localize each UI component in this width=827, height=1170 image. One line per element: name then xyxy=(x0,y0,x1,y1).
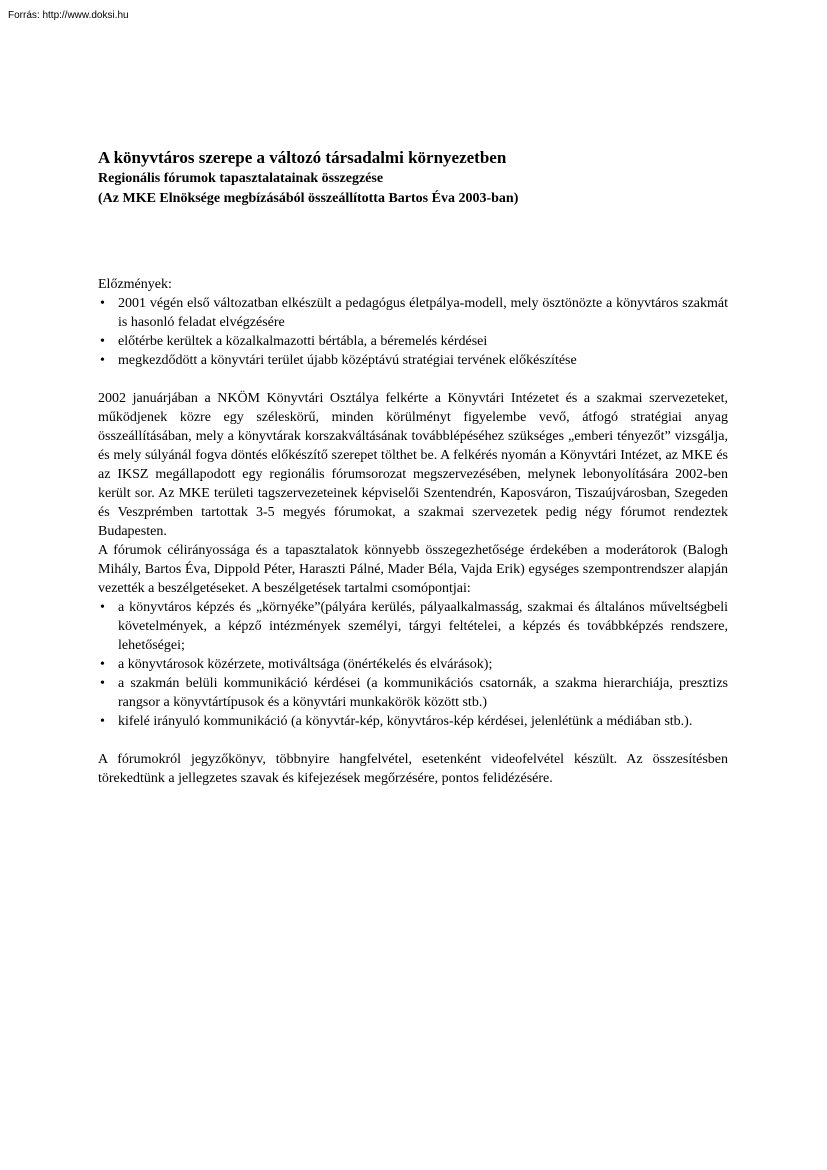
source-url: Forrás: http://www.doksi.hu xyxy=(8,10,129,21)
document-author-note: (Az MKE Elnöksége megbízásából összeállította Bartos Éva 2003-ban) xyxy=(98,191,519,206)
topics-list xyxy=(98,598,728,731)
list-item: • a szakmán belüli kommunikáció kérdései (a kommunikációs csatornák, a szakma hierarchiája, presztizs rangsor a könyvtártípusok és a könyvtári munkakörök között stb.) xyxy=(100,676,728,710)
paragraph-moderators: A fórumok célirányossága és a tapasztalatok könnyebb összegezhetősége érdekében a moderátorok (Balogh Mihály, Bartos Éva, Dippold Péter, Haraszti Pálné, Mader Béla, Vajda Erik) egységes szempontrendszer alapján vezették a beszélgetéseket. A beszélgetések tartalmi csomópontjai: xyxy=(98,543,728,596)
antecedents-heading: Előzmények: xyxy=(98,277,172,292)
list-item: • a könyvtáros képzés és „környéke”(pályára kerülés, pályaalkalmasság, szakmai és általános műveltségbeli követelmények, a képző intézmények személyi, tárgyi feltételei, a képzés és továbbképzés rendszere, lehetőségei; xyxy=(100,600,728,653)
bullet-icon: • xyxy=(100,600,105,615)
bullet-icon: • xyxy=(100,676,105,691)
paragraph-forum-request: 2002 januárjában a NKÖM Könyvtári Osztálya felkérte a Könyvtári Intézetet és a szakmai szervezeteket, működjenek közre egy széleskörű, minden körülményt figyelembe vevő, átfogó stratégiai anyag összeállításában, mely a könyvtárak korszakváltásának továbblépéséhez szükséges „emberi tényezőt” vizsgálja, és mely súlyánál fogva döntés előkészítő szerepet tölthet be. A felkérés nyomán a Könyvtári Intézet, az MKE és az IKSZ megállapodott egy regionális fórumsorozat megszervezésében, melynek lebonyolítására 2002-ben került sor. Az MKE területi tagszervezeteinek képviselői Szentendrén, Kaposváron, Tiszaújvárosban, Szegeden és Veszprémben tartottak 3-5 megyés fórumokat, a szakmai szervezetek pedig négy fórumot rendeztek Budapesten. xyxy=(98,391,728,539)
bullet-icon: • xyxy=(100,657,105,672)
paragraph-records: A fórumokról jegyzőkönyv, többnyire hangfelvétel, esetenként videofelvétel készült. Az összesítésben törekedtünk a jellegzetes szavak és kifejezések megőrzésére, pontos felidézésére. xyxy=(98,752,728,786)
bullet-icon: • xyxy=(100,353,105,368)
list-item: • 2001 végén első változatban elkészült a pedagógus életpálya-modell, mely ösztönözte a könyvtáros szakmát is hasonló feladat elvégzésére xyxy=(100,296,728,330)
antecedents-list xyxy=(98,294,728,370)
document-subtitle: Regionális fórumok tapasztalatainak összegzése xyxy=(98,171,384,186)
list-item: • előtérbe kerültek a közalkalmazotti bértábla, a béremelés kérdései xyxy=(100,334,488,349)
document-body xyxy=(98,147,728,788)
document-title: A könyvtáros szerepe a változó társadalmi környezetben xyxy=(98,148,507,167)
list-item: • megkezdődött a könyvtári terület újabb középtávú stratégiai tervének előkészítése xyxy=(100,353,577,368)
bullet-icon: • xyxy=(100,334,105,349)
bullet-icon: • xyxy=(100,296,105,311)
list-item: • kifelé irányuló kommunikáció (a könyvtár-kép, könyvtáros-kép kérdései, jelenlétünk a médiában stb.). xyxy=(100,714,693,729)
bullet-icon: • xyxy=(100,714,105,729)
list-item: • a könyvtárosok közérzete, motiváltsága (önértékelés és elvárások); xyxy=(100,657,493,672)
